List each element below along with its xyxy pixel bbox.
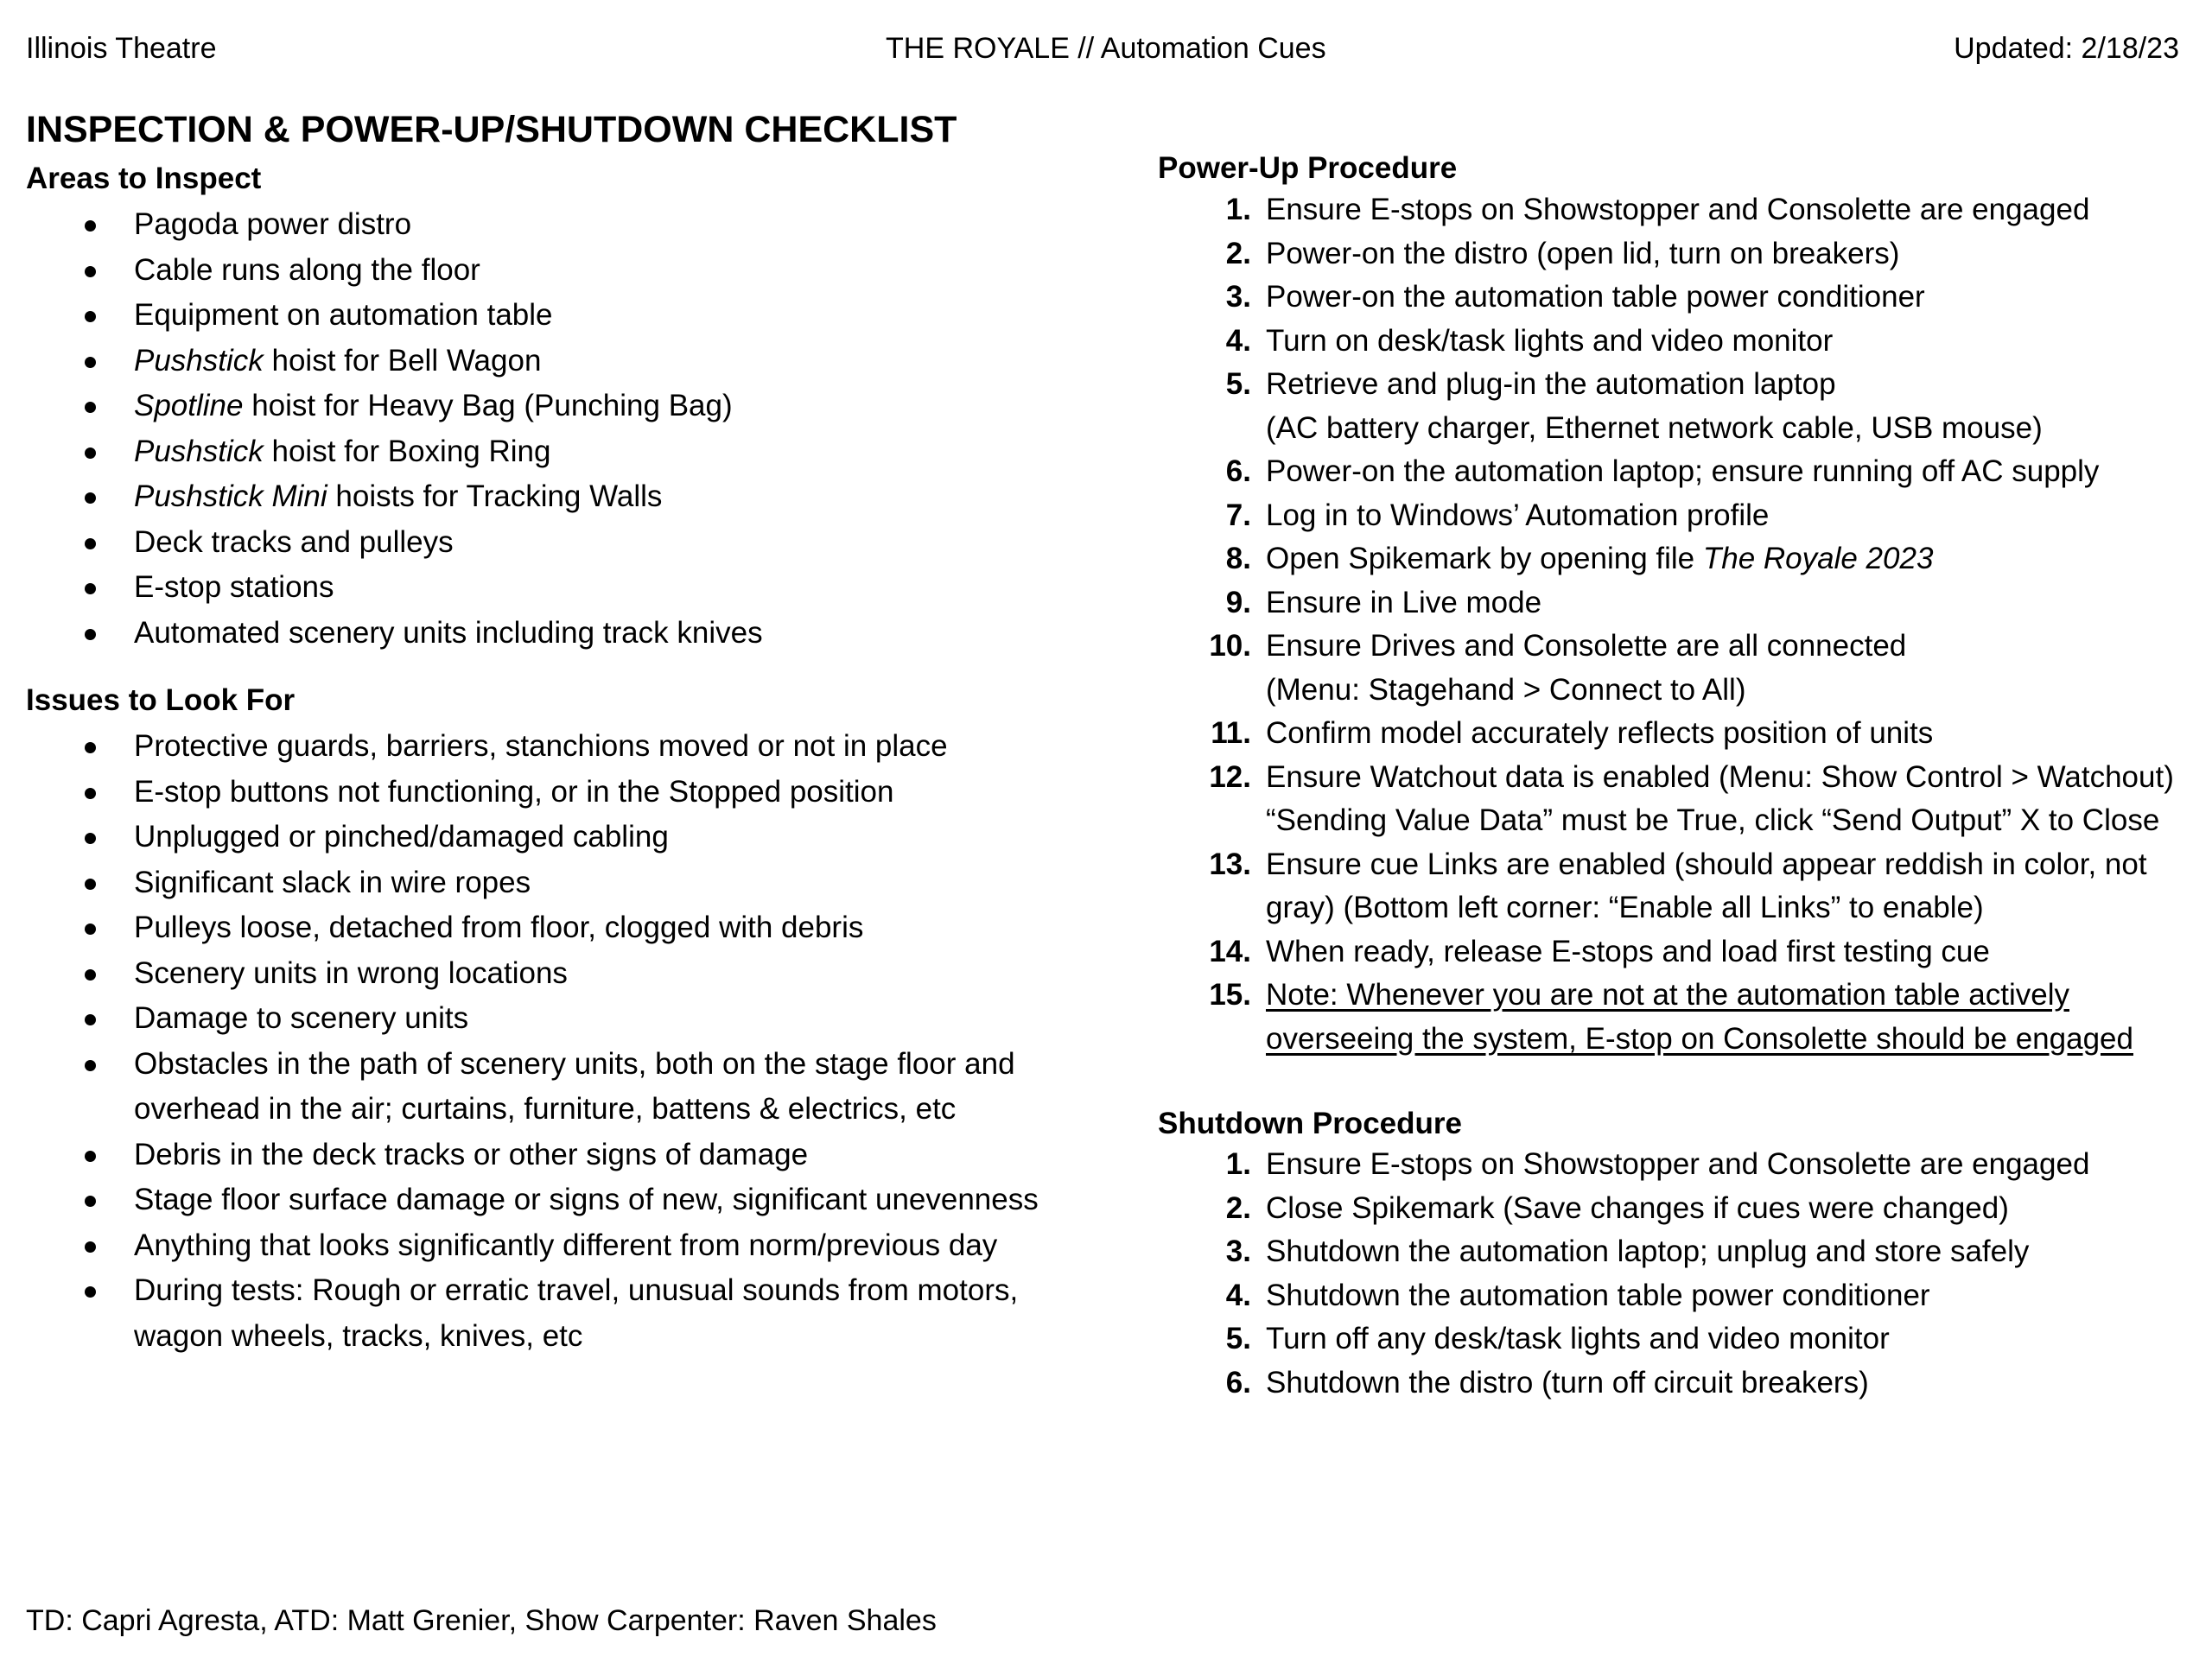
inspect-area-text: Pagoda power distro	[134, 207, 412, 241]
step-line: Ensure Watchout data is enabled (Menu: Show Control > Watchout)	[1266, 759, 2174, 794]
step-number: 6.	[1225, 1365, 1251, 1400]
issue-text: E-stop buttons not functioning, or in the Stopped position	[134, 774, 894, 809]
header-organization: Illinois Theatre	[26, 32, 217, 65]
inspect-area-emphasis: Spotline	[134, 389, 244, 422]
step-number: 3.	[1225, 280, 1251, 314]
issue-item	[0, 951, 1039, 997]
inspect-area-text: hoist for Boxing Ring	[263, 434, 551, 468]
step-text	[1266, 978, 2133, 1056]
step-text	[1266, 1235, 2029, 1268]
step-text	[1266, 193, 2089, 226]
issue-item	[0, 770, 1039, 816]
issue-text: Damage to scenery units	[134, 1001, 469, 1035]
power-up-step	[1158, 930, 2174, 974]
step-number: 1.	[1225, 193, 1251, 226]
step-line: Shutdown the automation table power conditioner	[1266, 1278, 1930, 1312]
power-up-step	[1158, 581, 2174, 625]
step-line: Power-on the automation laptop; ensure running off AC supply	[1266, 454, 2100, 488]
issue-item	[0, 1268, 1039, 1359]
step-text	[1266, 935, 1990, 968]
areas-to-inspect-list	[0, 202, 763, 656]
step-text	[1266, 454, 2099, 488]
step-text	[1266, 586, 1541, 619]
power-up-procedure-list	[1158, 188, 2174, 1061]
step-line: Open Spikemark by opening file	[1266, 542, 1703, 575]
issue-text: Scenery units in wrong locations	[134, 955, 568, 990]
header-updated-date: Updated: 2/18/23	[1954, 32, 2179, 65]
header-document-title: THE ROYALE // Automation Cues	[886, 32, 1326, 65]
step-line: (Menu: Stagehand > Connect to All)	[1266, 672, 1746, 707]
shutdown-step	[1158, 1230, 2089, 1274]
step-number: 2.	[1225, 236, 1251, 270]
power-up-step	[1158, 320, 2174, 364]
step-line: Power-on the automation table power conditioner	[1266, 280, 1925, 314]
issue-text: Obstacles in the path of scenery units, both on the stage floor and	[134, 1046, 1015, 1081]
step-text	[1266, 280, 1925, 314]
step-line: Ensure E-stops on Showstopper and Consolette are engaged	[1266, 1147, 2090, 1181]
power-up-step	[1158, 188, 2174, 232]
inspect-area-text: Equipment on automation table	[134, 298, 553, 332]
step-text	[1266, 716, 1933, 750]
step-line: Turn off any desk/task lights and video monitor	[1266, 1322, 1890, 1355]
step-text	[1266, 760, 2174, 838]
step-number: 4.	[1225, 323, 1251, 358]
issues-to-look-for-list	[0, 724, 1039, 1359]
step-line: When ready, release E-stops and load first testing cue	[1266, 934, 1990, 968]
issue-item	[0, 1223, 1039, 1269]
step-number: 9.	[1225, 585, 1251, 619]
step-text	[1266, 367, 2043, 445]
step-number: 12.	[1209, 759, 1251, 794]
issue-text: overhead in the air; curtains, furniture, battens & electrics, etc	[134, 1092, 957, 1126]
step-number: 5.	[1225, 367, 1251, 401]
step-number: 7.	[1225, 498, 1251, 532]
step-text	[1266, 542, 1933, 575]
shutdown-step	[1158, 1143, 2089, 1187]
step-number: 13.	[1209, 847, 1251, 881]
step-text	[1266, 1147, 2089, 1181]
inspect-area-text: hoists for Tracking Walls	[327, 479, 663, 513]
issue-text: During tests: Rough or erratic travel, unusual sounds from motors,	[134, 1273, 1019, 1307]
power-up-step	[1158, 537, 2174, 581]
inspect-area-item	[0, 565, 763, 611]
step-line: Log in to Windows’ Automation profile	[1266, 498, 1770, 532]
power-up-step	[1158, 232, 2174, 276]
power-up-step	[1158, 276, 2174, 320]
step-line: Shutdown the distro (turn off circuit breakers)	[1266, 1365, 1869, 1400]
power-up-step	[1158, 363, 2174, 450]
issue-item	[0, 815, 1039, 860]
step-text	[1266, 498, 1769, 532]
step-line: Confirm model accurately reflects position of units	[1266, 716, 1934, 750]
issue-item	[0, 1133, 1039, 1178]
inspect-area-item	[0, 293, 763, 339]
power-up-step	[1158, 625, 2174, 712]
power-up-step	[1158, 843, 2174, 930]
issue-text: Anything that looks significantly different from norm/previous day	[134, 1228, 998, 1262]
issue-item	[0, 860, 1039, 906]
step-text	[1266, 324, 1833, 358]
step-line: Retrieve and plug-in the automation laptop	[1266, 367, 1836, 401]
power-up-step	[1158, 494, 2174, 538]
inspect-area-emphasis: Pushstick	[134, 343, 264, 378]
inspect-area-item	[0, 384, 763, 429]
step-line: gray) (Bottom left corner: “Enable all Links” to enable)	[1266, 891, 1984, 924]
step-text	[1266, 847, 2147, 925]
issue-text: Protective guards, barriers, stanchions moved or not in place	[134, 729, 948, 763]
step-line: (AC battery charger, Ethernet network cable, USB mouse)	[1266, 410, 2043, 445]
step-line: Close Spikemark (Save changes if cues were changed)	[1266, 1190, 2009, 1225]
inspect-area-item	[0, 339, 763, 384]
step-number: 5.	[1225, 1322, 1251, 1355]
shutdown-step	[1158, 1274, 2089, 1318]
areas-to-inspect-heading: Areas to Inspect	[26, 162, 262, 195]
issues-to-look-for-heading: Issues to Look For	[26, 683, 296, 717]
step-text	[1266, 629, 1906, 707]
issue-text: wagon wheels, tracks, knives, etc	[134, 1318, 583, 1353]
step-number: 4.	[1225, 1278, 1251, 1312]
step-line: Ensure cue Links are enabled (should appear reddish in color, not	[1266, 847, 2147, 881]
step-number: 11.	[1211, 716, 1251, 750]
step-line: Shutdown the automation laptop; unplug and store safely	[1266, 1235, 2030, 1268]
step-number: 6.	[1225, 454, 1251, 488]
power-up-procedure-heading: Power-Up Procedure	[1158, 151, 1458, 185]
issue-text: Stage floor surface damage or signs of new, significant unevenness	[134, 1183, 1039, 1216]
inspect-area-item	[0, 520, 763, 566]
step-text	[1266, 1191, 2009, 1225]
step-text	[1266, 1322, 1890, 1355]
issue-item	[0, 996, 1039, 1042]
step-number: 3.	[1225, 1235, 1251, 1268]
power-up-step	[1158, 974, 2174, 1061]
step-text	[1266, 1366, 1869, 1400]
step-line: Note: Whenever you are not at the automation table actively	[1266, 978, 2069, 1012]
step-line: Ensure Drives and Consolette are all connected	[1266, 629, 1907, 663]
step-number: 14.	[1209, 934, 1251, 968]
step-number: 8.	[1225, 542, 1251, 575]
power-up-step	[1158, 756, 2174, 843]
inspect-area-item	[0, 248, 763, 294]
inspect-area-text: Deck tracks and pulleys	[134, 524, 454, 559]
step-text	[1266, 1279, 1930, 1312]
issue-text: Significant slack in wire ropes	[134, 865, 531, 899]
shutdown-step	[1158, 1362, 2089, 1406]
issue-text: Pulleys loose, detached from floor, clogged with debris	[134, 911, 864, 944]
issue-item	[0, 905, 1039, 951]
inspect-area-item	[0, 611, 763, 657]
step-line: Ensure E-stops on Showstopper and Consolette are engaged	[1266, 193, 2090, 226]
step-number: 10.	[1209, 629, 1251, 663]
step-text	[1266, 237, 1899, 270]
step-number: 1.	[1225, 1147, 1251, 1181]
issue-text: Debris in the deck tracks or other signs of damage	[134, 1137, 809, 1171]
shutdown-step	[1158, 1317, 2089, 1362]
inspect-area-item	[0, 429, 763, 475]
inspect-area-text: Automated scenery units including track knives	[134, 615, 763, 650]
step-number: 2.	[1225, 1190, 1251, 1225]
inspect-area-text: E-stop stations	[134, 570, 334, 604]
power-up-step	[1158, 450, 2174, 494]
inspect-area-item	[0, 474, 763, 520]
inspect-area-emphasis: Pushstick	[134, 434, 264, 468]
issue-item	[0, 1042, 1039, 1133]
crew-credits: TD: Capri Agresta, ATD: Matt Grenier, Show Carpenter: Raven Shales	[26, 1604, 937, 1637]
inspect-area-emphasis: Pushstick Mini	[134, 479, 327, 513]
inspect-area-text: hoist for Bell Wagon	[263, 343, 542, 378]
issue-item	[0, 1177, 1039, 1223]
step-emphasis: The Royale 2023	[1702, 542, 1934, 575]
shutdown-step	[1158, 1187, 2089, 1231]
step-line: Ensure in Live mode	[1266, 585, 1542, 619]
step-number: 15.	[1209, 978, 1251, 1012]
issue-item	[0, 724, 1039, 770]
step-line: overseeing the system, E-stop on Consolette should be engaged	[1266, 1021, 2133, 1056]
inspect-area-text: hoist for Heavy Bag (Punching Bag)	[243, 389, 733, 422]
issue-text: Unplugged or pinched/damaged cabling	[134, 820, 669, 854]
step-line: “Sending Value Data” must be True, click “Send Output” X to Close	[1266, 803, 2160, 837]
inspect-area-text: Cable runs along the floor	[134, 252, 480, 287]
step-line: Turn on desk/task lights and video monitor	[1266, 323, 1834, 358]
shutdown-procedure-list	[1158, 1143, 2089, 1405]
page-title: INSPECTION & POWER-UP/SHUTDOWN CHECKLIST	[26, 109, 957, 150]
shutdown-procedure-heading: Shutdown Procedure	[1158, 1107, 1462, 1140]
power-up-step	[1158, 712, 2174, 756]
step-line: Power-on the distro (open lid, turn on breakers)	[1266, 236, 1900, 270]
inspect-area-item	[0, 202, 763, 248]
